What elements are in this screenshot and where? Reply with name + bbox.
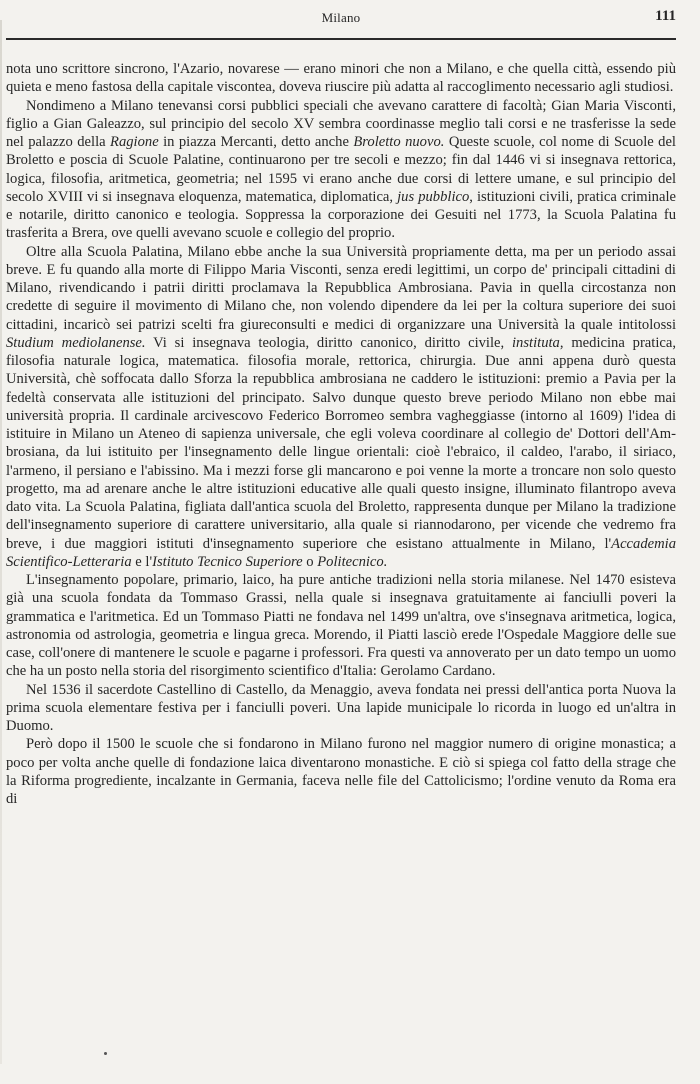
running-title: Milano	[321, 10, 361, 25]
text-run: L'insegnamento popolare, primario, laico, ha pure antiche tradizioni nella storia milanese. Nel 1470 esisteva già una scuola fondata da Tommaso Grassi, nella quale si insegnava gratuitamente ai fanciulli poveri la grammatica e l'aritmetica. Ed un Tommaso Piatti ne fondava nel 1499 un'altra, ove s'insegnava aritmetica, logica, astronomia od astrologia, geometria e lingua greca. Morendo, il Piatti lasciò erede l'Ospedale Maggiore delle sue case, coll'onere di mantenere le scuole e pagarne i professori. Fra questi va annoverato per un dato tempo un uomo che ha un posto nella storia del risorgimento scientifico d'Italia: Gerolamo Cardano.	[6, 572, 676, 680]
text-run: Oltre alla Scuola Palatina, Milano ebbe anche la sua Università propriamente detta, ma per un periodo assai breve. E fu quando alla morte di Filippo Maria Visconti, senza eredi legittimi, un corpo de' principali cittadini di Milano, rivendicando i patrii diritti proclamava la Repubblica Ambrosiana. Pavia in quella circostanza non credette di seguire il movimento di Milano che, non volendo dipendere da lei per la coltura superiore dei suoi cittadini, incaricò sei patrizi scelti fra giureconsulti e medici di organizzare una Università la quale intitolossi	[6, 243, 676, 333]
italic-text: Ragione	[110, 134, 159, 150]
text-run: Però dopo il 1500 le scuole che si fondarono in Milano furono nel maggior numero di origine monastica; a poco per volta anche quelle di fondazione laica diventarono monastiche. E ciò si spiega col fatto della strage che la Riforma progrediente, incalzante in Germania, faceva nelle file del Cattolicismo; l'ordine venuto da Roma era di	[6, 736, 676, 807]
paragraph	[6, 60, 676, 97]
text-run: in piazza Mercanti, detto anche	[158, 134, 354, 150]
italic-text: Accademia Scientifico-Letteraria	[6, 535, 676, 570]
paragraph	[6, 571, 676, 681]
text-run: nota uno scrittore sincrono, l'Azario, novarese — erano minori che non a Milano, e che quella città, essendo più quieta e meno fastosa della capitale viscontea, doveva riuscire più adatta al raccoglimento necessario agli studiosi.	[6, 61, 676, 96]
paragraph	[6, 97, 676, 243]
text-run: e l'	[131, 553, 153, 570]
text-run: Nel 1536 il sacerdote Castellino di Castello, da Menaggio, aveva fondata nei pressi dell'antica porta Nuova la prima scuola elementare festiva per i fanciulli poveri. Una lapide municipale lo ricorda in luogo ed un'altra in Duomo.	[6, 681, 676, 734]
paragraph	[6, 243, 676, 572]
header-rule	[6, 38, 676, 40]
italic-text: Studium mediolanense.	[6, 334, 146, 351]
page-header	[6, 8, 676, 30]
text-run: , medicina pratica, filosofia naturale logica, matematica. filosofia morale, rettorica, chirurgia. Due anni appena durò questa Università, chè soffocata dallo Sforza la repubblica ambrosiana ne caddero le istituzioni: premio a Pavia per la fedeltà conservata alle istituzioni del principato. Salvo dunque questo breve periodo Milano non ebbe mai università propria. Il cardinale arcivescovo Federico Borromeo sembra vagheggiasse (intorno al 1609) l'idea di istituire in Milano un Ateneo di sapienza universale, che egli voleva coordinare al collegio de' Dottori dell'Ambrosiana, da lui istituito per l'insegnamento delle lingue orientali: cioè l'ebraico, il caldeo, l'arabo, il siriaco, l'armeno, il persiano e l'abissino. Ma i mezzi forse gli mancarono e poi venne la morte a troncare non solo questo progetto, ma ad arenare anche le altre istituzioni educative alle quali questo insigne, illuminato filantropo aveva dato vita. La Scuola Palatina, figliata dall'antica scuola del Broletto, rappresenta dunque per Milano la tradizione dell'insegnamento superiore di carattere universitario, alla quale si riannodarono, per vicende che vedremo fra breve, i due maggiori istituti d'insegnamento superiore che esistano attualmente in Milano, l'	[6, 334, 676, 552]
text-run: o	[302, 553, 318, 570]
italic-text: instituta	[512, 334, 560, 351]
body-text	[6, 60, 676, 808]
text-run: Queste scuole, col nome di Scuole del Broletto e poscia di Scuole Palatine, continuarono per tre secoli e mezzo; fin dal 1446 vi si insegnava rettorica, logica, filosofia, aritmetica, geometria; nel 1595 vi erano anche due corsi di lettere umane, e sul principio del secolo XVIII vi si insegnava eloquenza, matematica, diplomatica,	[6, 134, 676, 205]
paragraph	[6, 681, 676, 736]
page-edge-shadow	[0, 20, 2, 1064]
italic-text: Politecnico.	[317, 553, 388, 570]
page-number: 111	[655, 8, 676, 24]
ink-speck	[104, 1052, 107, 1055]
text-run: Vi si insegnava teologia, diritto canonico, diritto civile,	[145, 334, 512, 351]
italic-text: Istituto Tecnico Superiore	[152, 553, 303, 570]
text-run: Nondimeno a Milano tenevansi corsi pubblici speciali che avevano carattere di facoltà; Gian Maria Visconti, figlio a Gian Galeazzo, sul principio del secolo XV sembra coordinasse meglio tali corsi e ne trasferisse la sede nel palazzo della	[6, 97, 676, 150]
paragraph	[6, 735, 676, 808]
italic-text: Broletto nuovo.	[353, 134, 445, 150]
italic-text: jus pubblico	[397, 188, 470, 205]
text-run: , istituzioni civili, pratica criminale e notarile, diritto canonico e teologia. Soppressa la corporazione dei Gesuiti nel 1773, la Scuola Palatina fu trasferita a Brera, ove quelli avevano scuole e collegio del proprio.	[6, 188, 676, 242]
